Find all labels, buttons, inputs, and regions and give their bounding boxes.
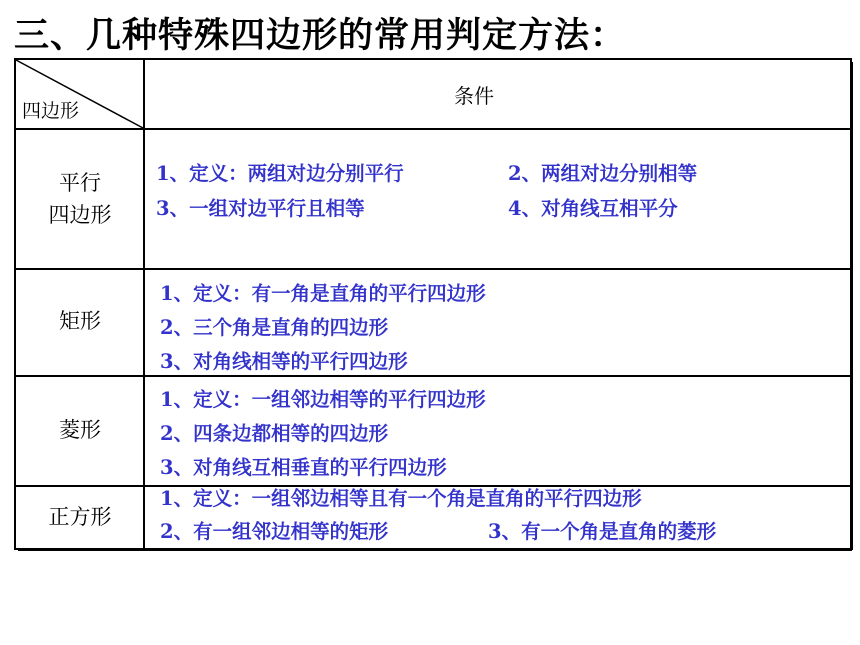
condition-item: 3、对角线互相垂直的平行四边形 bbox=[160, 456, 447, 479]
condition-item: 3、一组对边平行且相等 bbox=[156, 197, 365, 220]
page-title: 三、几种特殊四边形的常用判定方法： bbox=[14, 15, 627, 56]
row-label-parallelogram-line2: 四边形 bbox=[48, 203, 112, 227]
condition-item: 2、三个角是直角的四边形 bbox=[160, 316, 389, 339]
criteria-table bbox=[14, 58, 852, 550]
condition-item: 2、有一组邻边相等的矩形 bbox=[160, 520, 389, 543]
condition-item: 1、定义：两组对边分别平行 bbox=[156, 162, 404, 185]
condition-item: 1、定义：一组邻边相等的平行四边形 bbox=[160, 388, 486, 411]
row-divider-1 bbox=[14, 268, 852, 270]
condition-item: 4、对角线互相平分 bbox=[508, 197, 678, 220]
condition-item: 2、四条边都相等的四边形 bbox=[160, 422, 389, 445]
condition-item: 1、定义：有一角是直角的平行四边形 bbox=[160, 282, 486, 305]
column-divider bbox=[143, 58, 145, 550]
condition-item: 2、两组对边分别相等 bbox=[508, 162, 698, 185]
row-label-square: 正方形 bbox=[48, 505, 112, 529]
row-label-rhombus: 菱形 bbox=[59, 418, 101, 442]
header-condition: 条件 bbox=[454, 84, 494, 108]
row-label-rectangle: 矩形 bbox=[59, 309, 101, 333]
condition-item: 3、有一个角是直角的菱形 bbox=[488, 520, 717, 543]
row-label-parallelogram-line1: 平行 bbox=[59, 171, 101, 195]
header-quadrilateral: 四边形 bbox=[22, 100, 80, 122]
row-divider-2 bbox=[14, 375, 852, 377]
condition-item: 1、定义：一组邻边相等且有一个角是直角的平行四边形 bbox=[160, 487, 642, 510]
condition-item: 3、对角线相等的平行四边形 bbox=[160, 350, 408, 373]
